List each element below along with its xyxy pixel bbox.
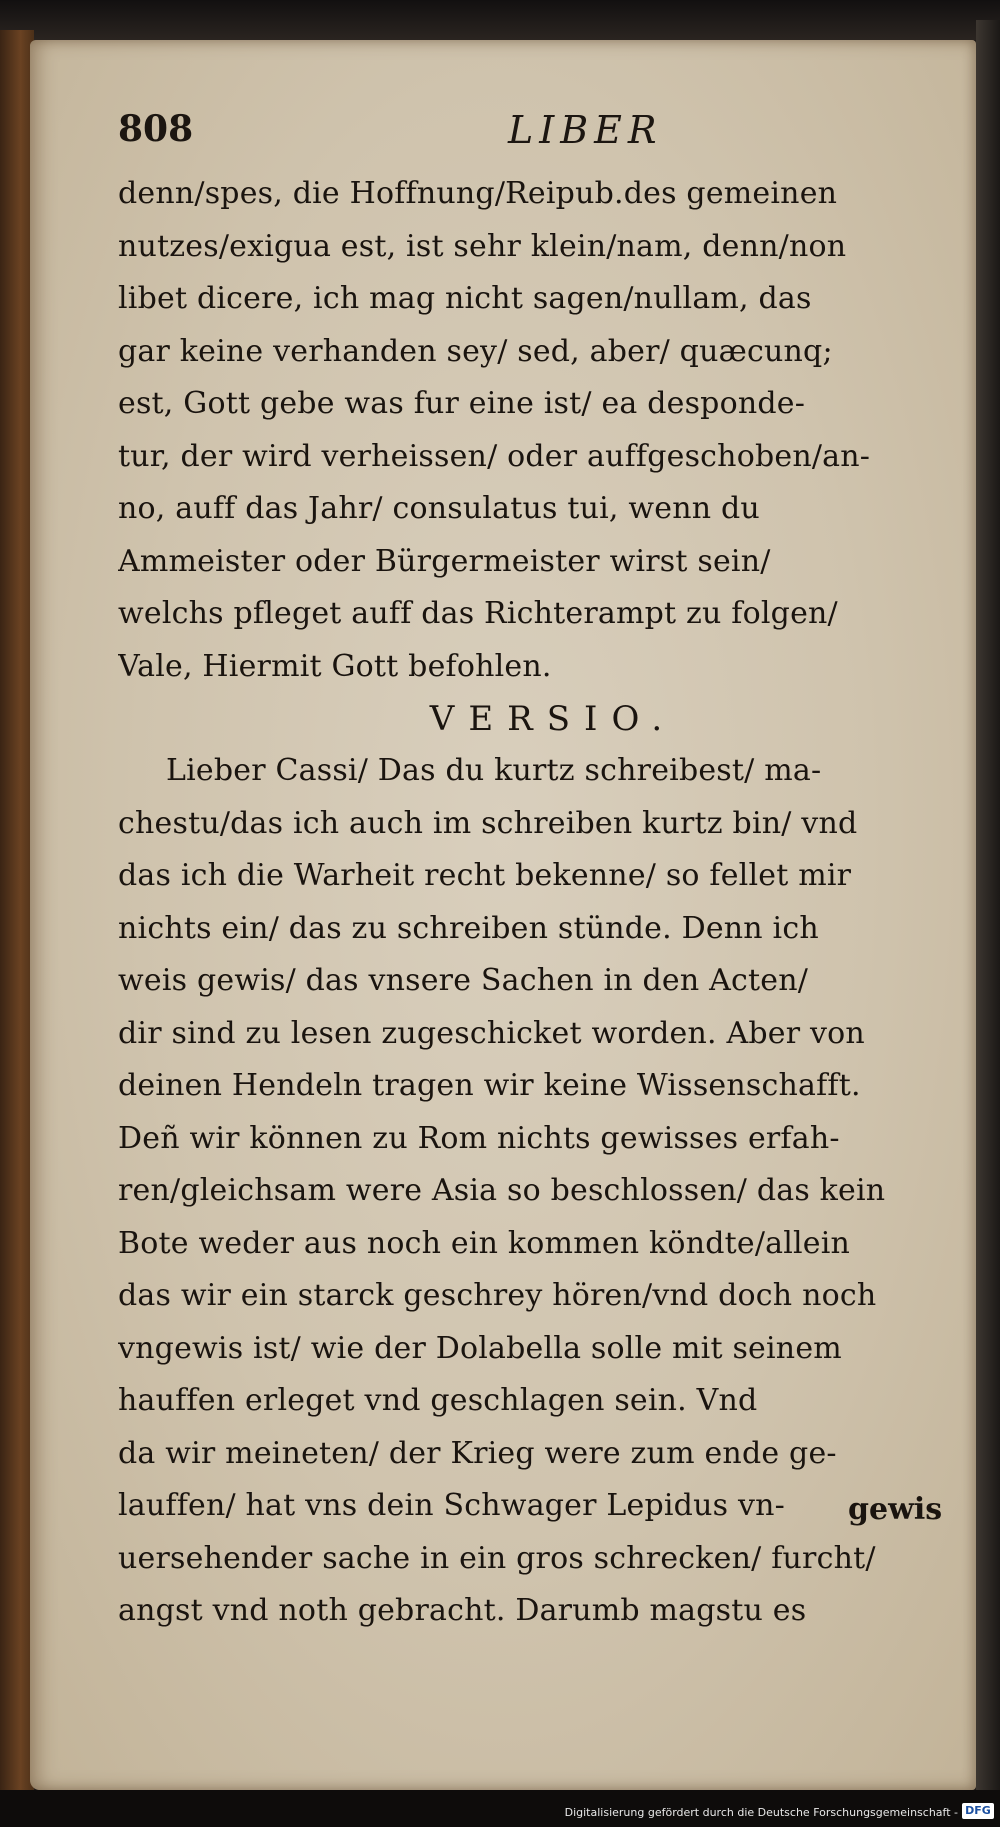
text-line: Vale, Hiermit Gott befohlen. [118,648,552,684]
text-line: lauffen/ hat vns dein Schwager Lepidus vn- [118,1488,785,1523]
text-line: nichts ein/ das zu schreiben stünde. Denn ich [118,910,819,946]
page-header [118,108,938,168]
text-line: uersehender sache in ein gros schrecken/ furcht/ [118,1540,876,1576]
text-line: gar keine verhanden sey/ sed, aber/ quæcunq; [118,333,833,369]
page-number: 808 [118,108,194,150]
text-line: welchs pfleget auff das Richterampt zu folgen/ [118,596,838,631]
text-line: hauffen erleget vnd geschlagen sein. Vnd [118,1383,758,1418]
text-line: ren/gleichsam were Asia so beschlossen/ das kein [118,1173,886,1208]
text-line: libet dicere, ich mag nicht sagen/nullam, das [118,281,812,316]
dfg-logo: DFG [962,1803,994,1819]
text-line: Bote weder aus noch ein kommen köndte/allein [118,1225,851,1261]
text-block [118,168,948,1638]
catchword: gewis [848,1492,943,1527]
text-line: dir sind zu lesen zugeschicket worden. Aber von [118,1015,865,1051]
section-heading: VERSIO. [429,699,677,739]
text-line: denn/spes, die Hoffnung/Reipub.des gemeinen [118,176,838,211]
text-line: da wir meineten/ der Krieg were zum ende ge- [118,1435,837,1471]
text-line: weis gewis/ das vnsere Sachen in den Acten/ [118,963,809,998]
text-line: vngewis ist/ wie der Dolabella solle mit seinem [118,1330,842,1366]
text-line: chestu/das ich auch im schreiben kurtz bin/ vnd [118,805,858,841]
digitization-footer [0,1790,1000,1827]
text-line: Lieber Cassi/ Das du kurtz schreibest/ ma- [166,753,822,788]
text-line: das ich die Warheit recht bekenne/ so fellet mir [118,858,852,893]
running-head: LIBER [508,108,663,152]
text-line: das wir ein starck geschrey hören/vnd doch noch [118,1278,877,1313]
text-line: tur, der wird verheissen/ oder auffgeschoben/an- [118,438,871,474]
text-line: Deñ wir können zu Rom nichts gewisses erfah- [118,1120,840,1156]
funding-credit: Digitalisierung gefördert durch die Deutsche Forschungsgemeinschaft - [564,1806,958,1819]
top-border [0,0,1000,40]
fore-edge [976,20,1000,1810]
text-line: Ammeister oder Bürgermeister wirst sein/ [118,543,771,579]
text-line: nutzes/exigua est, ist sehr klein/nam, denn/non [118,228,847,264]
book-binding-edge [0,30,34,1790]
text-line: deinen Hendeln tragen wir keine Wissenschafft. [118,1068,861,1103]
text-line: no, auff das Jahr/ consulatus tui, wenn du [118,491,760,526]
text-line: angst vnd noth gebracht. Darumb magstu es [118,1593,807,1628]
text-line: est, Gott gebe was fur eine ist/ ea desponde- [118,386,806,421]
